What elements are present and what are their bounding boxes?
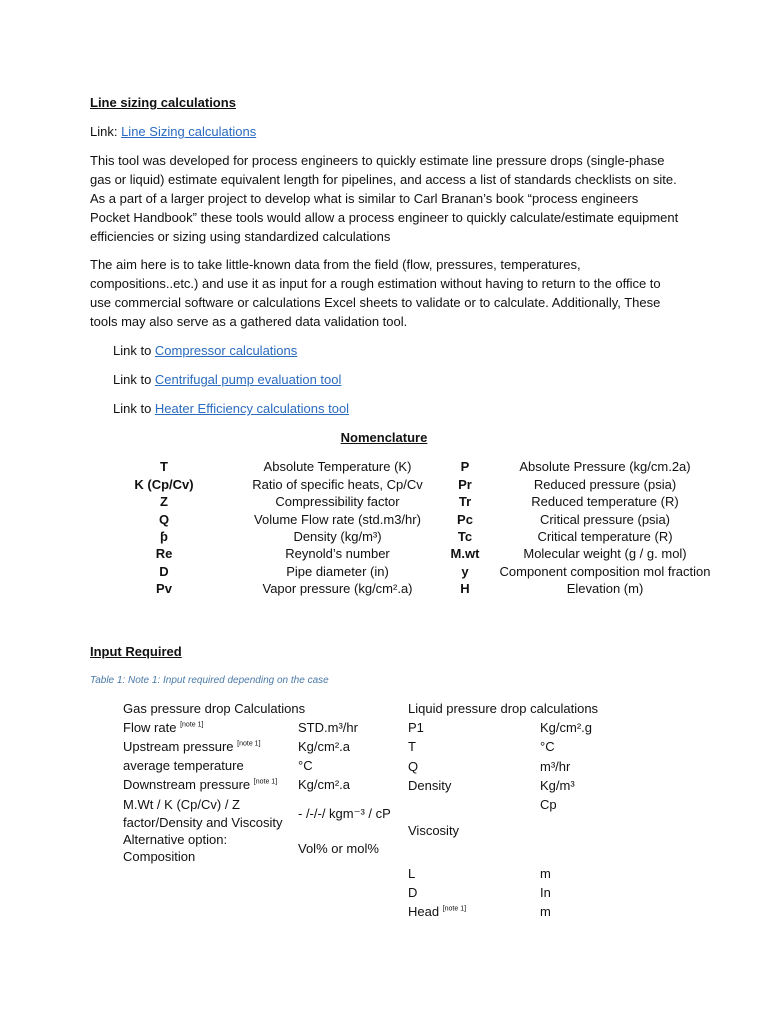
description: Compressibility factor	[275, 494, 400, 509]
symbol: Pr	[458, 477, 472, 492]
nomenclature-row	[0, 510, 768, 528]
pump-link-row	[113, 370, 341, 389]
liquid-unit: Cp	[540, 797, 557, 812]
liquid-unit: m	[540, 904, 551, 919]
description: Reduced temperature (R)	[531, 494, 679, 509]
compressor-link[interactable]: Compressor calculations	[154, 343, 298, 358]
gas-unit: °C	[298, 758, 313, 773]
link-prefix: Link to	[113, 372, 155, 387]
description: Critical pressure (psia)	[539, 512, 671, 527]
description: Component composition mol fraction	[499, 564, 711, 579]
nomenclature-row	[0, 562, 768, 580]
liquid-label: D	[408, 885, 418, 900]
gas-unit: STD.m³/hr	[298, 720, 358, 735]
symbol: T	[160, 459, 168, 474]
liquid-label: L	[408, 866, 416, 881]
nomenclature-row	[0, 457, 768, 475]
gas-label: Alternative option:	[123, 832, 228, 847]
liquid-label: P1	[408, 720, 424, 735]
pump-evaluation-link[interactable]: Centrifugal pump evaluation tool	[154, 372, 342, 387]
gas-label-text: Downstream pressure	[123, 777, 251, 792]
compressor-link-row	[113, 341, 297, 360]
link-prefix: Link:	[90, 124, 122, 139]
liquid-label: Viscosity	[408, 823, 460, 838]
nomenclature-row	[0, 527, 768, 545]
heater-efficiency-link[interactable]: Heater Efficiency calculations tool	[154, 401, 350, 416]
description: Molecular weight (g / g. mol)	[523, 546, 687, 561]
symbol: Re	[155, 546, 173, 561]
heater-link-row	[113, 399, 349, 418]
intro-paragraph: This tool was developed for process engineers to quickly estimate line pressure drops (single-phase gas or liquid) estimate equivalent length for pipelines, and access a list of standards checklists on site. As a part of a larger project to develop what is similar to Carl Branan’s book “process engineers Pocket Handbook” these tools would allow a process engineer to quickly calculate/estimate equipment efficiencies or sizing using standardized calculations	[90, 153, 679, 244]
nomenclature-row	[0, 544, 768, 562]
gas-label	[123, 737, 261, 756]
note-marker: [note 1]	[180, 721, 204, 729]
symbol: M.wt	[450, 546, 480, 561]
note-marker: [note 1]	[442, 905, 467, 913]
gas-label	[123, 775, 277, 794]
line-sizing-link-row	[90, 122, 256, 141]
symbol: Pc	[457, 512, 473, 527]
note-marker: [note 1]	[237, 740, 261, 748]
description: Density (kg/m³)	[293, 529, 382, 544]
gas-unit: Kg/cm².a	[298, 777, 351, 792]
description: Critical temperature (R)	[537, 529, 673, 544]
symbol: Pv	[156, 581, 172, 596]
symbol: K (Cp/Cv)	[134, 477, 194, 492]
description: Pipe diameter (in)	[286, 564, 389, 579]
description: Reynold’s number	[285, 546, 390, 561]
symbol: Z	[160, 494, 168, 509]
liquid-table-title: Liquid pressure drop calculations	[408, 701, 599, 716]
symbol: P	[460, 459, 470, 474]
symbol: Tc	[457, 529, 473, 544]
description: Reduced pressure (psia)	[533, 477, 677, 492]
description: Elevation (m)	[566, 581, 644, 596]
description: Absolute Temperature (K)	[263, 459, 412, 474]
liquid-label	[408, 902, 466, 921]
liquid-unit: In	[540, 885, 551, 900]
gas-unit: - /-/-/ kgm⁻³ / cP	[298, 806, 391, 821]
gas-label	[123, 718, 203, 737]
liquid-label-text: Head	[408, 904, 440, 919]
liquid-unit: Kg/m³	[540, 778, 575, 793]
description: Ratio of specific heats, Cp/Cv	[252, 477, 423, 492]
symbol: H	[460, 581, 470, 596]
aim-paragraph: The aim here is to take little-known data from the field (flow, pressures, temperatures, compositions..etc.) and use it as input for a rough estimation without having to return to the office to use commercial software or calculations Excel sheets to validate or to calculate. Additionally, These tools may also serve as a gathered data validation tool.	[90, 257, 661, 329]
gas-label: M.Wt / K (Cp/Cv) / Z	[123, 797, 240, 812]
gas-label: Composition	[123, 849, 196, 864]
symbol: y	[461, 564, 469, 579]
liquid-label: Q	[408, 759, 419, 774]
nomenclature-title: Nomenclature	[340, 430, 428, 445]
page-title: Line sizing calculations	[90, 95, 236, 110]
gas-label-text: Flow rate	[123, 720, 177, 735]
table-caption: Table 1: Note 1: Input required depending on the case	[90, 675, 329, 686]
symbol: ƥ	[160, 529, 168, 544]
nomenclature-row	[0, 475, 768, 493]
line-sizing-link[interactable]: Line Sizing calculations	[121, 124, 257, 139]
link-prefix: Link to	[113, 343, 155, 358]
description: Volume Flow rate (std.m3/hr)	[254, 512, 421, 527]
gas-label-text: Upstream pressure	[123, 739, 234, 754]
liquid-unit: m	[540, 866, 551, 881]
input-required-heading: Input Required	[90, 644, 182, 659]
description: Absolute Pressure (kg/cm.2a)	[519, 459, 691, 474]
gas-table-title: Gas pressure drop Calculations	[123, 701, 306, 716]
gas-label: average temperature	[123, 758, 244, 773]
link-prefix: Link to	[113, 401, 155, 416]
liquid-label: T	[408, 739, 416, 754]
symbol: D	[159, 564, 169, 579]
liquid-unit: Kg/cm².g	[540, 720, 593, 735]
liquid-unit: m³/hr	[540, 759, 571, 774]
gas-unit: Vol% or mol%	[298, 841, 379, 856]
description: Vapor pressure (kg/cm².a)	[262, 581, 413, 596]
liquid-label: Density	[408, 778, 452, 793]
gas-unit: Kg/cm².a	[298, 739, 351, 754]
symbol: Q	[158, 512, 170, 527]
nomenclature-row	[0, 579, 768, 597]
symbol: Tr	[458, 494, 472, 509]
gas-label: factor/Density and Viscosity	[123, 815, 283, 830]
note-marker: [note 1]	[253, 778, 278, 786]
nomenclature-row	[0, 492, 768, 510]
liquid-unit: °C	[540, 739, 555, 754]
